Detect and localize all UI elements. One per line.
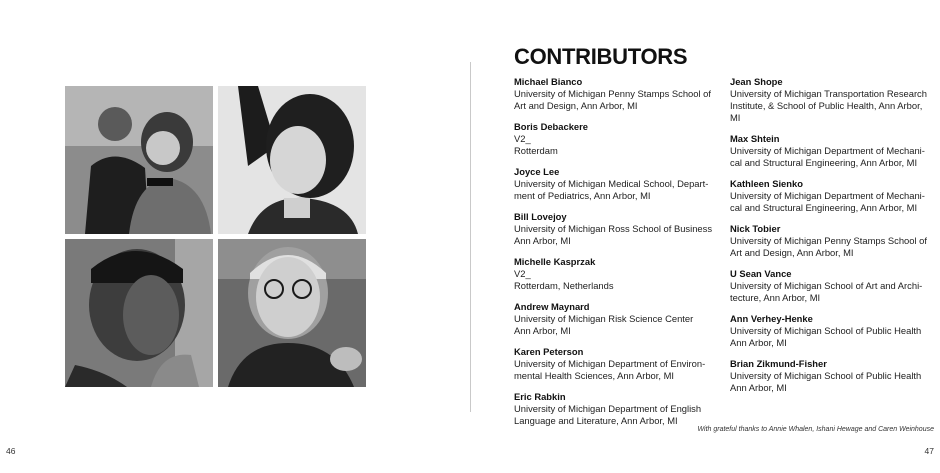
contributor-name: Max Shtein	[730, 133, 780, 144]
contributor-entry	[730, 178, 935, 214]
contributor-affiliation: University of Michigan Department of Mechani-cal and Structural Engineering, Ann Arbor, MI	[730, 190, 925, 213]
contributor-entry	[730, 358, 935, 394]
contributor-name: Ann Verhey-Henke	[730, 313, 813, 324]
page-number-right: 47	[924, 446, 934, 456]
contributor-name: Bill Lovejoy	[514, 211, 567, 222]
contributor-affiliation: University of Michigan Ross School of Business Ann Arbor, MI	[514, 223, 713, 246]
contributor-entry	[514, 76, 719, 112]
contributor-entry	[514, 166, 719, 202]
contributor-name: Karen Peterson	[514, 346, 584, 357]
contributor-name: Kathleen Sienko	[730, 178, 803, 189]
contributor-entry	[730, 76, 935, 124]
contributor-entry	[514, 391, 719, 427]
contributor-entry	[514, 301, 719, 337]
contributor-entry	[514, 256, 719, 292]
acknowledgement-note: With grateful thanks to Annie Whalen, Ishani Hewage and Caren Weinhouse	[697, 426, 934, 433]
contributor-name: Jean Shope	[730, 76, 783, 87]
contributor-affiliation: University of Michigan Department of Environ-mental Health Sciences, Ann Arbor, MI	[514, 358, 706, 381]
contributors-column-right	[730, 76, 935, 403]
photo-man-thinking	[65, 239, 213, 387]
contributor-name: Michael Bianco	[514, 76, 583, 87]
contributor-entry	[730, 133, 935, 169]
contributor-entry	[514, 211, 719, 247]
contributor-name: Boris Debackere	[514, 121, 588, 132]
contributor-entry	[514, 346, 719, 382]
contributor-name: Michelle Kasprzak	[514, 256, 596, 267]
contributor-affiliation: V2_ Rotterdam	[514, 133, 558, 156]
contributor-affiliation: University of Michigan Penny Stamps School of Art and Design, Ann Arbor, MI	[514, 88, 711, 111]
contributor-name: Joyce Lee	[514, 166, 560, 177]
contributor-affiliation: University of Michigan Risk Science Center Ann Arbor, MI	[514, 313, 694, 336]
contributor-affiliation: University of Michigan Penny Stamps School of Art and Design, Ann Arbor, MI	[730, 235, 927, 258]
page-title: CONTRIBUTORS	[514, 44, 688, 69]
photo-woman-speaking	[218, 86, 366, 234]
contributor-affiliation: University of Michigan Transportation Research Institute, & School of Public Health, Ann Arbor, MI	[730, 88, 927, 123]
photo-two-participants	[65, 86, 213, 234]
contributor-affiliation: University of Michigan Department of English Language and Literature, Ann Arbor, MI	[514, 403, 702, 426]
contributor-affiliation: University of Michigan School of Public Health Ann Arbor, MI	[730, 325, 922, 348]
contributor-affiliation: University of Michigan School of Public Health Ann Arbor, MI	[730, 370, 922, 393]
page-number-left: 46	[6, 446, 16, 456]
contributor-entry	[730, 223, 935, 259]
contributor-name: Nick Tobier	[730, 223, 781, 234]
photo-older-man-glasses	[218, 239, 366, 387]
contributor-affiliation: University of Michigan Department of Mechani-cal and Structural Engineering, Ann Arbor, MI	[730, 145, 925, 168]
contributor-entry	[730, 313, 935, 349]
contributor-affiliation: V2_ Rotterdam, Netherlands	[514, 268, 614, 291]
gutter-divider	[470, 62, 471, 412]
contributor-affiliation: University of Michigan Medical School, Depart-ment of Pediatrics, Ann Arbor, MI	[514, 178, 709, 201]
contributor-entry	[514, 121, 719, 157]
contributor-name: Eric Rabkin	[514, 391, 566, 402]
contributor-name: U Sean Vance	[730, 268, 792, 279]
contributor-name: Andrew Maynard	[514, 301, 590, 312]
contributor-name: Brian Zikmund-Fisher	[730, 358, 827, 369]
contributor-affiliation: University of Michigan School of Art and Archi-tecture, Ann Arbor, MI	[730, 280, 923, 303]
contributors-column-left	[514, 76, 719, 436]
contributor-entry	[730, 268, 935, 304]
